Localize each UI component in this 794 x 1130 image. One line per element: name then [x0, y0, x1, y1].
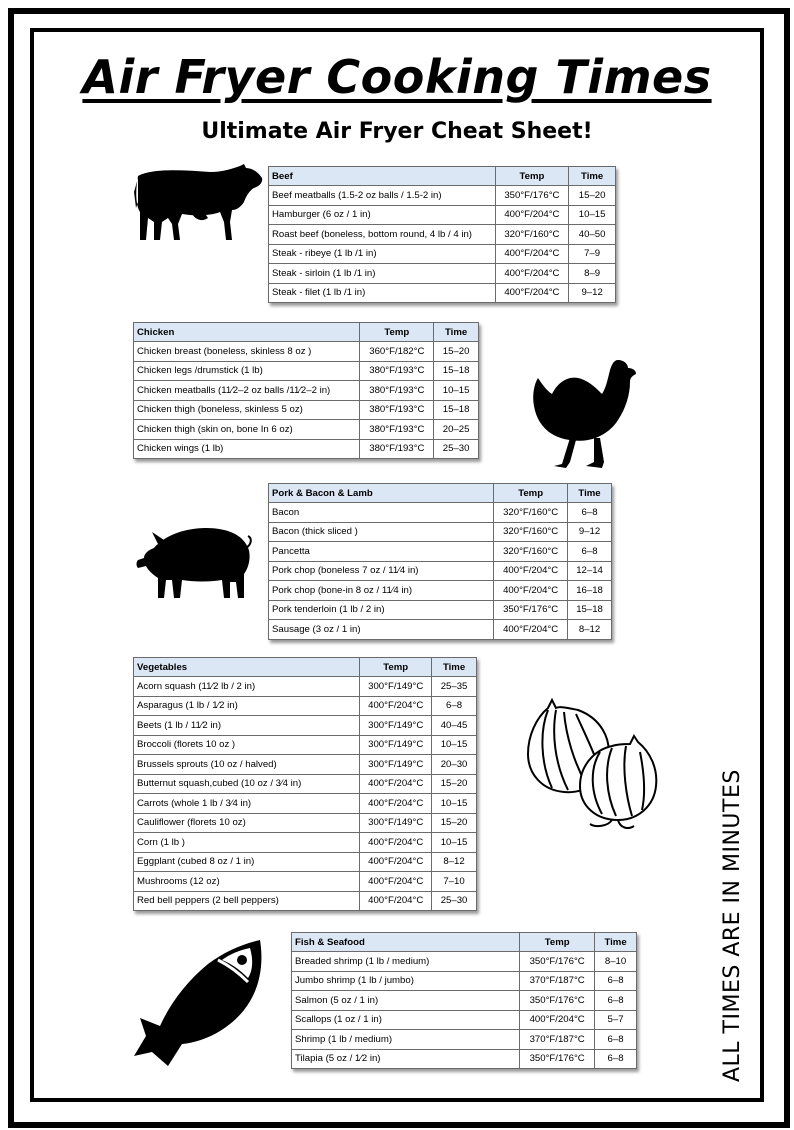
cell-temp: 300°F/149°C [360, 735, 432, 755]
cell-time: 10–15 [432, 735, 477, 755]
cell-item: Cauliflower (florets 10 oz) [134, 813, 360, 833]
cell-temp: 400°F/204°C [494, 561, 568, 581]
cell-temp: 380°F/193°C [360, 420, 434, 440]
table-row [134, 774, 477, 794]
cell-item: Breaded shrimp (1 lb / medium) [292, 952, 520, 972]
column-header-item: Beef [269, 167, 496, 186]
cell-time: 10–15 [432, 833, 477, 853]
cell-time: 6–8 [595, 971, 637, 991]
column-header-temp: Temp [520, 933, 595, 952]
cell-item: Asparagus (1 lb / 1⁄2 in) [134, 696, 360, 716]
cell-time: 6–8 [595, 991, 637, 1011]
cell-temp: 400°F/204°C [360, 774, 432, 794]
cell-temp: 400°F/204°C [360, 872, 432, 892]
cell-item: Beets (1 lb / 11⁄2 in) [134, 716, 360, 736]
cell-temp: 380°F/193°C [360, 361, 434, 381]
cell-item: Chicken thigh (skin on, bone In 6 oz) [134, 420, 360, 440]
cell-time: 15–18 [434, 361, 479, 381]
cell-temp: 350°F/176°C [520, 991, 595, 1011]
cell-time: 5–7 [595, 1010, 637, 1030]
cell-time: 9–12 [568, 522, 612, 542]
cell-time: 15–20 [432, 813, 477, 833]
cell-item: Salmon (5 oz / 1 in) [292, 991, 520, 1011]
table-header-row [292, 933, 637, 952]
cell-temp: 400°F/204°C [494, 620, 568, 640]
table-row [292, 1030, 637, 1050]
cell-item: Pork chop (bone-in 8 oz / 11⁄4 in) [269, 581, 494, 601]
table-header-row [134, 658, 477, 677]
column-header-item: Fish & Seafood [292, 933, 520, 952]
cell-time: 16–18 [568, 581, 612, 601]
cell-item: Sausage (3 oz / 1 in) [269, 620, 494, 640]
cell-time: 40–50 [569, 225, 616, 245]
table-header-row [134, 323, 479, 342]
page-subtitle: Ultimate Air Fryer Cheat Sheet! [201, 119, 593, 144]
cell-time: 6–8 [568, 503, 612, 523]
table-row [269, 225, 616, 245]
cell-time: 15–20 [569, 186, 616, 206]
cell-temp: 400°F/204°C [360, 794, 432, 814]
cell-item: Eggplant (cubed 8 oz / 1 in) [134, 852, 360, 872]
table-row [134, 439, 479, 459]
cell-item: Red bell peppers (2 bell peppers) [134, 891, 360, 911]
column-header-temp: Temp [360, 323, 434, 342]
table-row [269, 264, 616, 284]
cell-time: 15–20 [432, 774, 477, 794]
column-header-item: Pork & Bacon & Lamb [269, 484, 494, 503]
cell-time: 20–30 [432, 755, 477, 775]
cell-temp: 360°F/182°C [360, 342, 434, 362]
cell-temp: 400°F/204°C [360, 696, 432, 716]
cell-temp: 300°F/149°C [360, 716, 432, 736]
table-row [269, 522, 612, 542]
cell-time: 40–45 [432, 716, 477, 736]
cell-time: 6–8 [595, 1030, 637, 1050]
table-row [134, 833, 477, 853]
cell-temp: 320°F/160°C [494, 503, 568, 523]
pork-table [268, 483, 612, 640]
cell-time: 7–9 [569, 244, 616, 264]
cell-item: Jumbo shrimp (1 lb / jumbo) [292, 971, 520, 991]
column-header-time: Time [569, 167, 616, 186]
cell-temp: 400°F/204°C [495, 205, 569, 225]
table-row [269, 503, 612, 523]
cell-temp: 370°F/187°C [520, 1030, 595, 1050]
cell-time: 25–30 [432, 891, 477, 911]
cell-item: Chicken meatballs (11⁄2–2 oz balls /11⁄2–2 in) [134, 381, 360, 401]
table-row [134, 342, 479, 362]
cell-item: Mushrooms (12 oz) [134, 872, 360, 892]
cell-item: Broccoli (florets 10 oz ) [134, 735, 360, 755]
cell-time: 7–10 [432, 872, 477, 892]
fish-icon [132, 934, 266, 1068]
cell-time: 10–15 [434, 381, 479, 401]
cell-time: 8–10 [595, 952, 637, 972]
cell-temp: 350°F/176°C [494, 600, 568, 620]
minutes-note: ALL TIMES ARE IN MINUTES [720, 769, 745, 1082]
table-row [292, 991, 637, 1011]
cell-temp: 300°F/149°C [360, 755, 432, 775]
cell-time: 15–20 [434, 342, 479, 362]
column-header-time: Time [568, 484, 612, 503]
cell-time: 25–30 [434, 439, 479, 459]
cell-time: 25–35 [432, 677, 477, 697]
table-row [134, 400, 479, 420]
cell-item: Carrots (whole 1 lb / 3⁄4 in) [134, 794, 360, 814]
cell-temp: 380°F/193°C [360, 439, 434, 459]
cell-temp: 300°F/149°C [360, 813, 432, 833]
cell-temp: 380°F/193°C [360, 381, 434, 401]
table-row [269, 186, 616, 206]
onion-icon [524, 696, 662, 834]
beef-table [268, 166, 616, 303]
chicken-table [133, 322, 479, 459]
table-row [292, 952, 637, 972]
cell-time: 20–25 [434, 420, 479, 440]
cell-time: 9–12 [569, 283, 616, 303]
table-row [134, 755, 477, 775]
cell-item: Brussels sprouts (10 oz / halved) [134, 755, 360, 775]
cell-item: Chicken wings (1 lb) [134, 439, 360, 459]
cell-time: 8–12 [432, 852, 477, 872]
cell-item: Roast beef (boneless, bottom round, 4 lb / 4 in) [269, 225, 496, 245]
table-row [292, 1010, 637, 1030]
cell-temp: 400°F/204°C [520, 1010, 595, 1030]
column-header-temp: Temp [494, 484, 568, 503]
cell-item: Scallops (1 oz / 1 in) [292, 1010, 520, 1030]
table-row [134, 716, 477, 736]
chicken-icon [532, 358, 638, 474]
cell-time: 8–12 [568, 620, 612, 640]
cell-time: 15–18 [434, 400, 479, 420]
table-row [292, 971, 637, 991]
cell-item: Butternut squash,cubed (10 oz / 3⁄4 in) [134, 774, 360, 794]
table-row [134, 794, 477, 814]
column-header-time: Time [595, 933, 637, 952]
table-row [134, 891, 477, 911]
table-row [269, 542, 612, 562]
column-header-temp: Temp [495, 167, 569, 186]
cell-time: 12–14 [568, 561, 612, 581]
table-row [269, 581, 612, 601]
table-row [269, 561, 612, 581]
cell-time: 6–8 [595, 1049, 637, 1069]
cell-temp: 400°F/204°C [360, 891, 432, 911]
table-row [134, 696, 477, 716]
cell-item: Hamburger (6 oz / 1 in) [269, 205, 496, 225]
table-row [134, 852, 477, 872]
column-header-temp: Temp [360, 658, 432, 677]
cell-item: Bacon (thick sliced ) [269, 522, 494, 542]
cell-temp: 320°F/160°C [495, 225, 569, 245]
cell-temp: 350°F/176°C [520, 1049, 595, 1069]
table-row [134, 381, 479, 401]
cell-time: 10–15 [569, 205, 616, 225]
cell-temp: 400°F/204°C [495, 283, 569, 303]
pig-icon [134, 520, 252, 602]
cell-item: Beef meatballs (1.5-2 oz balls / 1.5-2 in) [269, 186, 496, 206]
cell-item: Corn (1 lb ) [134, 833, 360, 853]
cell-item: Steak - sirloin (1 lb /1 in) [269, 264, 496, 284]
table-row [269, 205, 616, 225]
cell-temp: 320°F/160°C [494, 542, 568, 562]
table-row [134, 420, 479, 440]
cell-time: 8–9 [569, 264, 616, 284]
cell-item: Steak - filet (1 lb /1 in) [269, 283, 496, 303]
column-header-item: Chicken [134, 323, 360, 342]
cell-item: Tilapia (5 oz / 1⁄2 in) [292, 1049, 520, 1069]
cell-temp: 370°F/187°C [520, 971, 595, 991]
table-row [269, 283, 616, 303]
vegetables-table [133, 657, 477, 911]
table-row [269, 620, 612, 640]
cell-item: Pancetta [269, 542, 494, 562]
column-header-time: Time [432, 658, 477, 677]
cell-temp: 350°F/176°C [520, 952, 595, 972]
cell-temp: 400°F/204°C [360, 833, 432, 853]
cell-time: 6–8 [568, 542, 612, 562]
cell-item: Steak - ribeye (1 lb /1 in) [269, 244, 496, 264]
table-row [269, 600, 612, 620]
cell-time: 15–18 [568, 600, 612, 620]
table-row [134, 872, 477, 892]
table-row [134, 735, 477, 755]
cow-icon [132, 162, 264, 244]
cell-item: Chicken breast (boneless, skinless 8 oz ) [134, 342, 360, 362]
cell-item: Acorn squash (11⁄2 lb / 2 in) [134, 677, 360, 697]
cell-temp: 350°F/176°C [495, 186, 569, 206]
cell-temp: 400°F/204°C [495, 264, 569, 284]
cell-time: 6–8 [432, 696, 477, 716]
cell-temp: 300°F/149°C [360, 677, 432, 697]
cell-temp: 320°F/160°C [494, 522, 568, 542]
seafood-table [291, 932, 637, 1069]
cell-temp: 380°F/193°C [360, 400, 434, 420]
table-row [292, 1049, 637, 1069]
table-row [269, 244, 616, 264]
table-row [134, 677, 477, 697]
table-header-row [269, 167, 616, 186]
cell-time: 10–15 [432, 794, 477, 814]
page-title: Air Fryer Cooking Times [82, 50, 712, 104]
cell-item: Bacon [269, 503, 494, 523]
cell-item: Pork tenderloin (1 lb / 2 in) [269, 600, 494, 620]
table-row [134, 361, 479, 381]
column-header-time: Time [434, 323, 479, 342]
cell-temp: 400°F/204°C [495, 244, 569, 264]
cell-item: Chicken thigh (boneless, skinless 5 oz) [134, 400, 360, 420]
cell-item: Chicken legs /drumstick (1 lb) [134, 361, 360, 381]
table-header-row [269, 484, 612, 503]
cell-temp: 400°F/204°C [360, 852, 432, 872]
cell-item: Shrimp (1 lb / medium) [292, 1030, 520, 1050]
cell-temp: 400°F/204°C [494, 581, 568, 601]
cell-item: Pork chop (boneless 7 oz / 11⁄4 in) [269, 561, 494, 581]
table-row [134, 813, 477, 833]
column-header-item: Vegetables [134, 658, 360, 677]
